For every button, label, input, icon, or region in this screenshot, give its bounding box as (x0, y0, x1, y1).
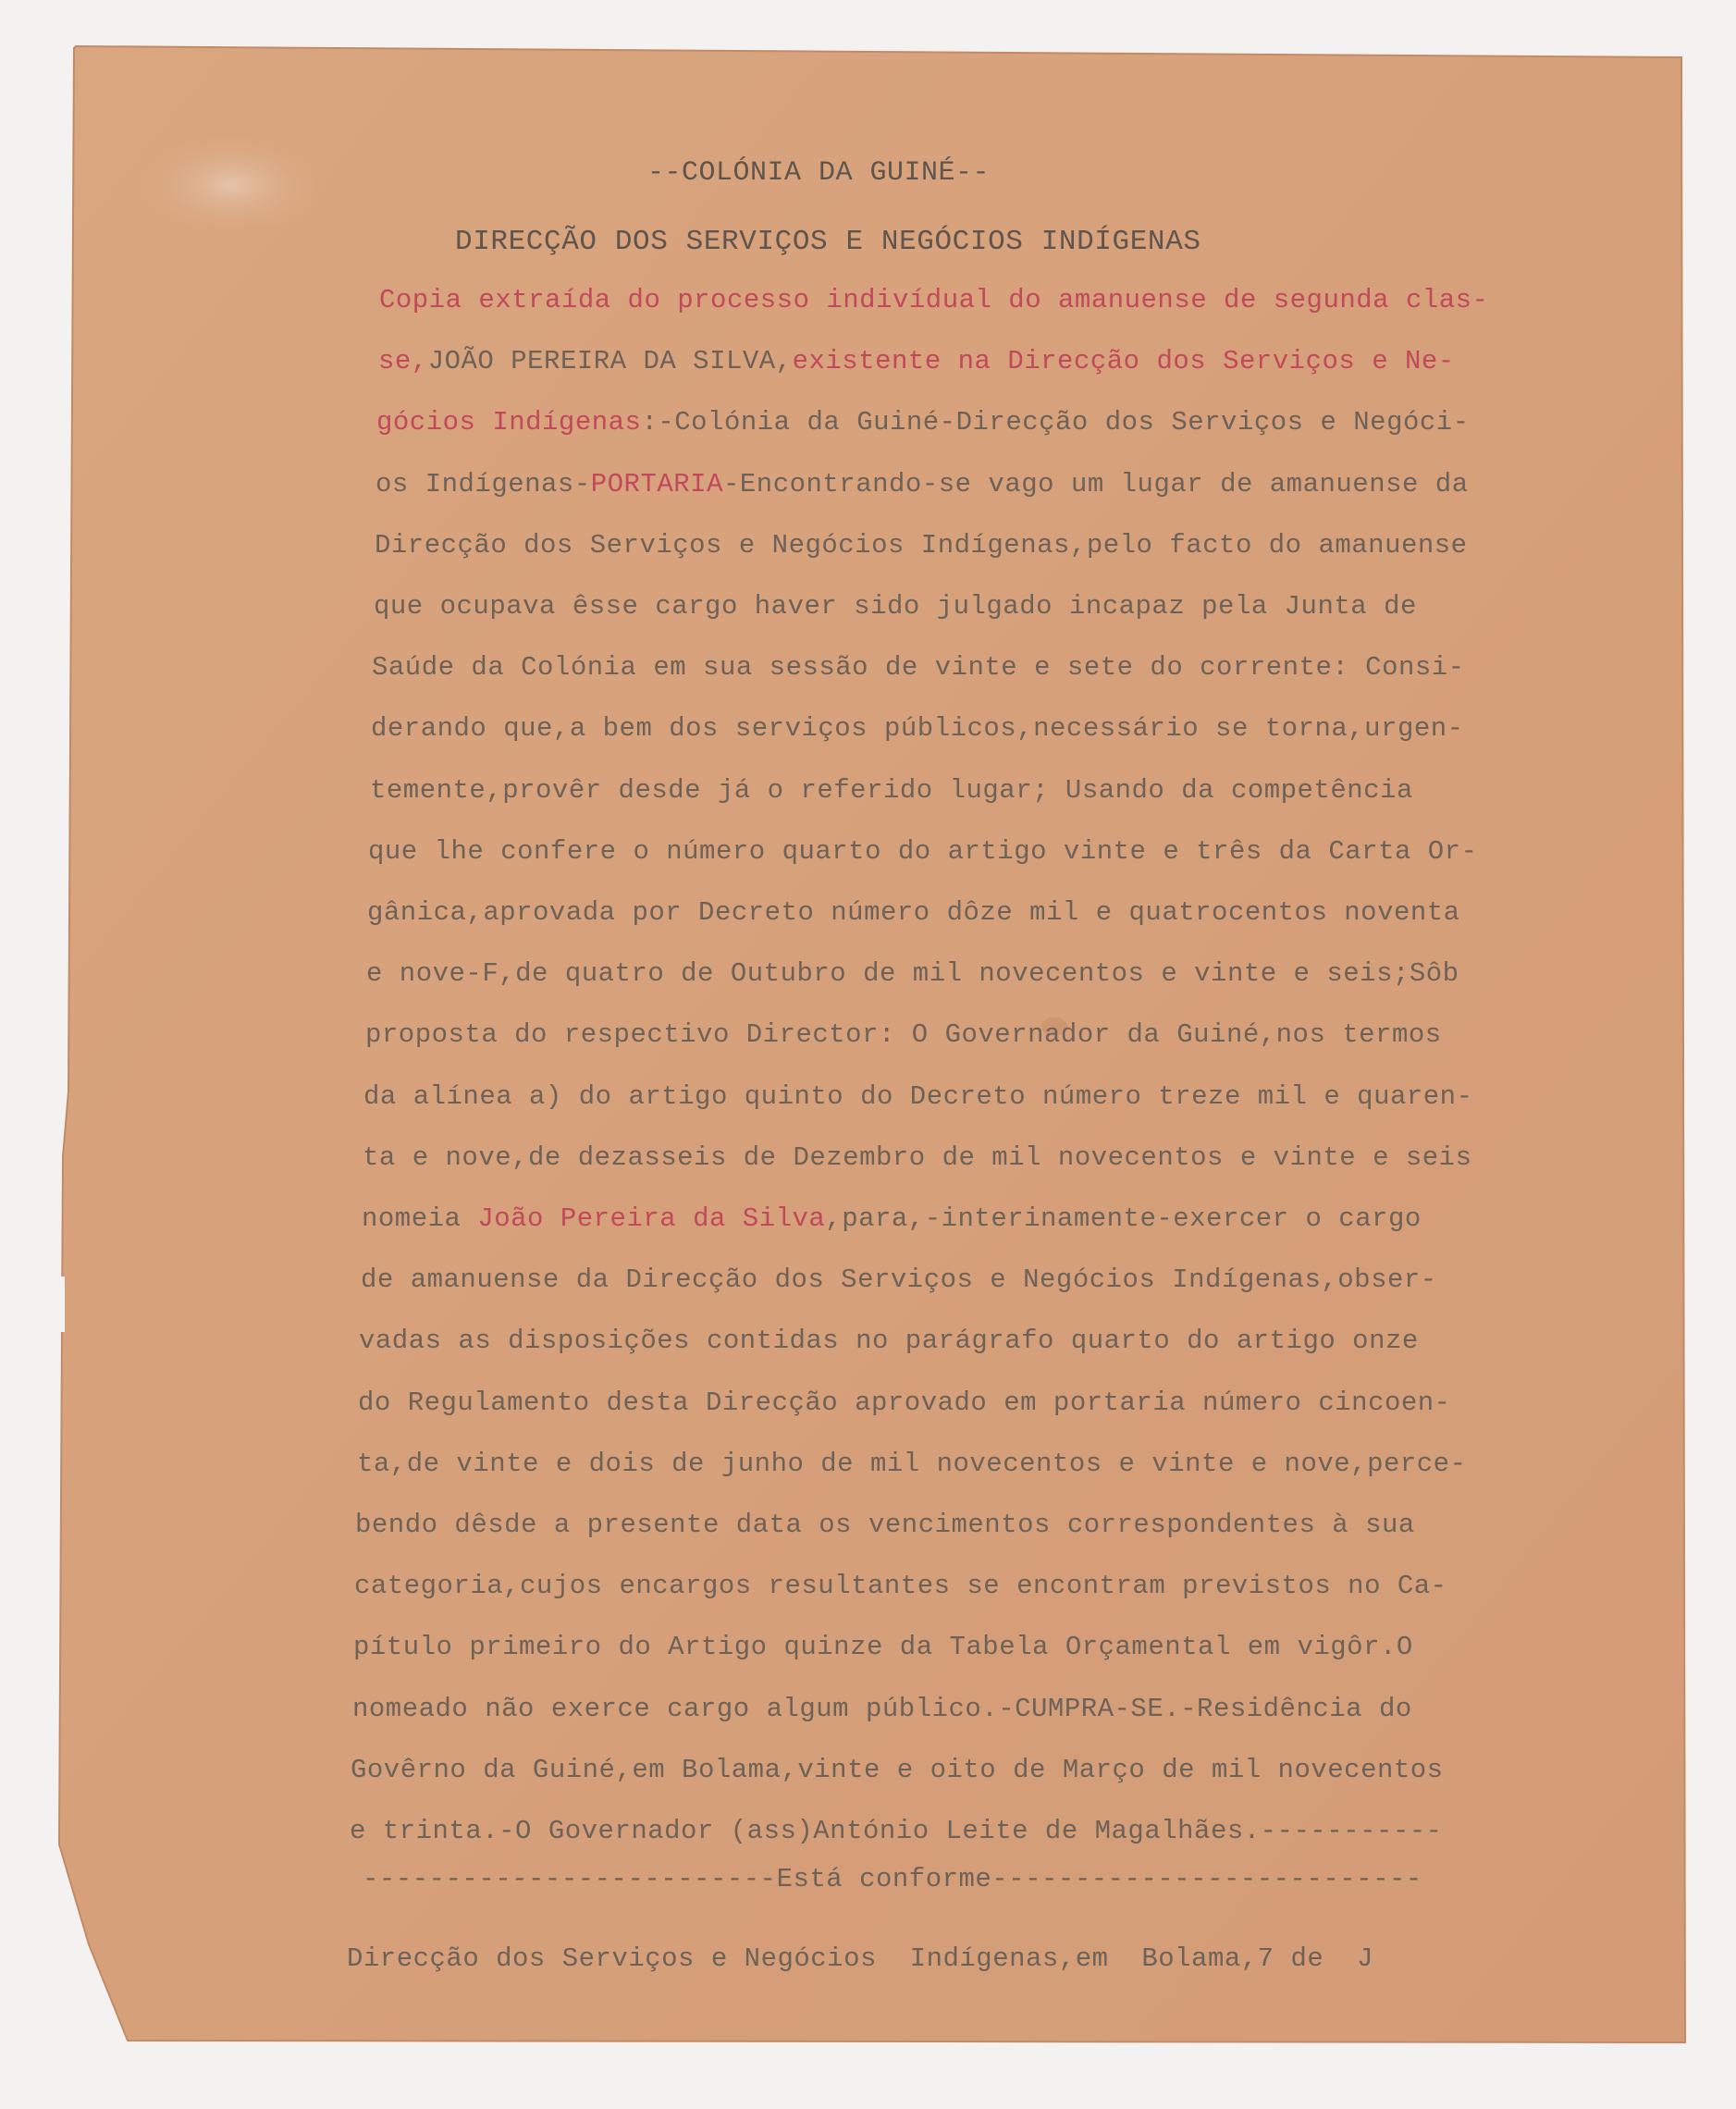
text-segment: JOÃO PEREIRA DA SILVA, (427, 346, 793, 376)
text-line (363, 1864, 1422, 1895)
text-line (358, 1388, 1451, 1419)
red-text-segment: Copia extraída do processo indivídual do amanuense de segunda clas- (379, 285, 1489, 315)
red-text-segment: João Pereira da Silva (477, 1203, 826, 1234)
text-line (352, 1694, 1412, 1725)
text-segment: ta,de vinte e dois de junho de mil novecentos e vinte e nove,perce- (357, 1449, 1467, 1479)
text-line (351, 1755, 1444, 1786)
text-segment: Direcção dos Serviços e Negócios Indígenas,em Bolama,7 de J (347, 1943, 1373, 1974)
text-line (354, 1571, 1447, 1602)
text-segment: que lhe confere o número quarto do artigo vinte e três da Carta Or- (368, 836, 1478, 867)
text-line (350, 1816, 1443, 1847)
text-line (353, 1632, 1413, 1663)
text-line (363, 1142, 1472, 1174)
text-line (361, 1264, 1437, 1296)
text-line (363, 1081, 1473, 1113)
text-segment: bendo dêsde a presente data os vencimentos correspondentes à sua (355, 1510, 1415, 1540)
text-line (365, 1019, 1442, 1051)
red-text-segment: existente na Direcção dos Serviços e Ne- (792, 346, 1455, 376)
text-line (372, 652, 1465, 684)
text-segment: Saúde da Colónia em sua sessão de vinte e sete do corrente: Consi- (372, 652, 1465, 683)
text-line (371, 713, 1464, 745)
text-line (362, 1203, 1422, 1235)
text-line (370, 775, 1413, 807)
paper-tear (59, 1276, 65, 1332)
text-segment: ta e nove,de dezasseis de Dezembro de mil novecentos e vinte e seis (363, 1142, 1472, 1173)
text-line (347, 1943, 1373, 1975)
text-line (376, 407, 1470, 438)
red-text-segment: se, (378, 346, 428, 376)
text-line (376, 469, 1469, 500)
text-line (374, 591, 1417, 623)
text-line (355, 1510, 1415, 1541)
red-text-segment: gócios Indígenas (376, 407, 642, 438)
text-segment: gânica,aprovada por Decreto número dôze mil e quatrocentos noventa (367, 897, 1460, 928)
text-segment: derando que,a bem dos serviços públicos,necessário se torna,urgen- (371, 713, 1464, 744)
text-line (357, 1449, 1467, 1480)
text-segment: -Encontrando-se vago um lugar de amanuense da (722, 469, 1469, 500)
text-segment: e trinta.-O Governador (ass)António Leite de Magalhães.----------- (350, 1816, 1443, 1846)
text-segment: Govêrno da Guiné,em Bolama,vinte e oito de Março de mil novecentos (351, 1755, 1444, 1785)
text-segment: categoria,cujos encargos resultantes se encontram previstos no Ca- (354, 1571, 1447, 1601)
text-line (366, 958, 1459, 990)
text-segment: vadas as disposições contidas no parágrafo quarto do artigo onze (359, 1326, 1419, 1356)
text-line (375, 530, 1468, 561)
text-segment: temente,provêr desde já o referido lugar; Usando da competência (370, 775, 1413, 806)
text-segment: nomeado não exerce cargo algum público.-CUMPRA-SE.-Residência do (352, 1694, 1412, 1724)
red-text-segment: PORTARIA (590, 469, 723, 500)
text-line (378, 346, 1455, 377)
text-segment: :-Colónia da Guiné-Direcção dos Serviços e Negóci- (641, 407, 1470, 438)
text-line (359, 1326, 1419, 1357)
text-segment: nomeia (362, 1203, 478, 1234)
text-segment: de amanuense da Direcção dos Serviços e Negócios Indígenas,obser- (361, 1264, 1437, 1295)
text-segment: que ocupava êsse cargo haver sido julgado incapaz pela Junta de (374, 591, 1417, 622)
text-line (368, 836, 1478, 868)
text-segment: -------------------------Está conforme-------------------------- (363, 1864, 1422, 1894)
text-segment: os Indígenas- (376, 469, 591, 500)
text-segment: proposta do respectivo Director: O Governador da Guiné,nos termos (365, 1019, 1442, 1050)
text-segment: pítulo primeiro do Artigo quinze da Tabela Orçamental em vigôr.O (353, 1632, 1413, 1662)
text-segment: e nove-F,de quatro de Outubro de mil novecentos e vinte e seis;Sôb (366, 958, 1459, 989)
text-line (379, 285, 1489, 316)
document-subheading: DIRECÇÃO DOS SERVIÇOS E NEGÓCIOS INDÍGENAS (455, 226, 1201, 258)
text-segment: da alínea a) do artigo quinto do Decreto número treze mil e quaren- (363, 1081, 1473, 1112)
text-segment: ,para,-interinamente-exercer o cargo (825, 1203, 1422, 1234)
paper-stain (129, 130, 333, 240)
text-segment: do Regulamento desta Direcção aprovado em portaria número cincoen- (358, 1388, 1451, 1418)
document-heading: --COLÓNIA DA GUINÉ-- (647, 157, 991, 189)
text-segment: Direcção dos Serviços e Negócios Indígenas,pelo facto do amanuense (375, 530, 1468, 561)
text-line (367, 897, 1460, 929)
